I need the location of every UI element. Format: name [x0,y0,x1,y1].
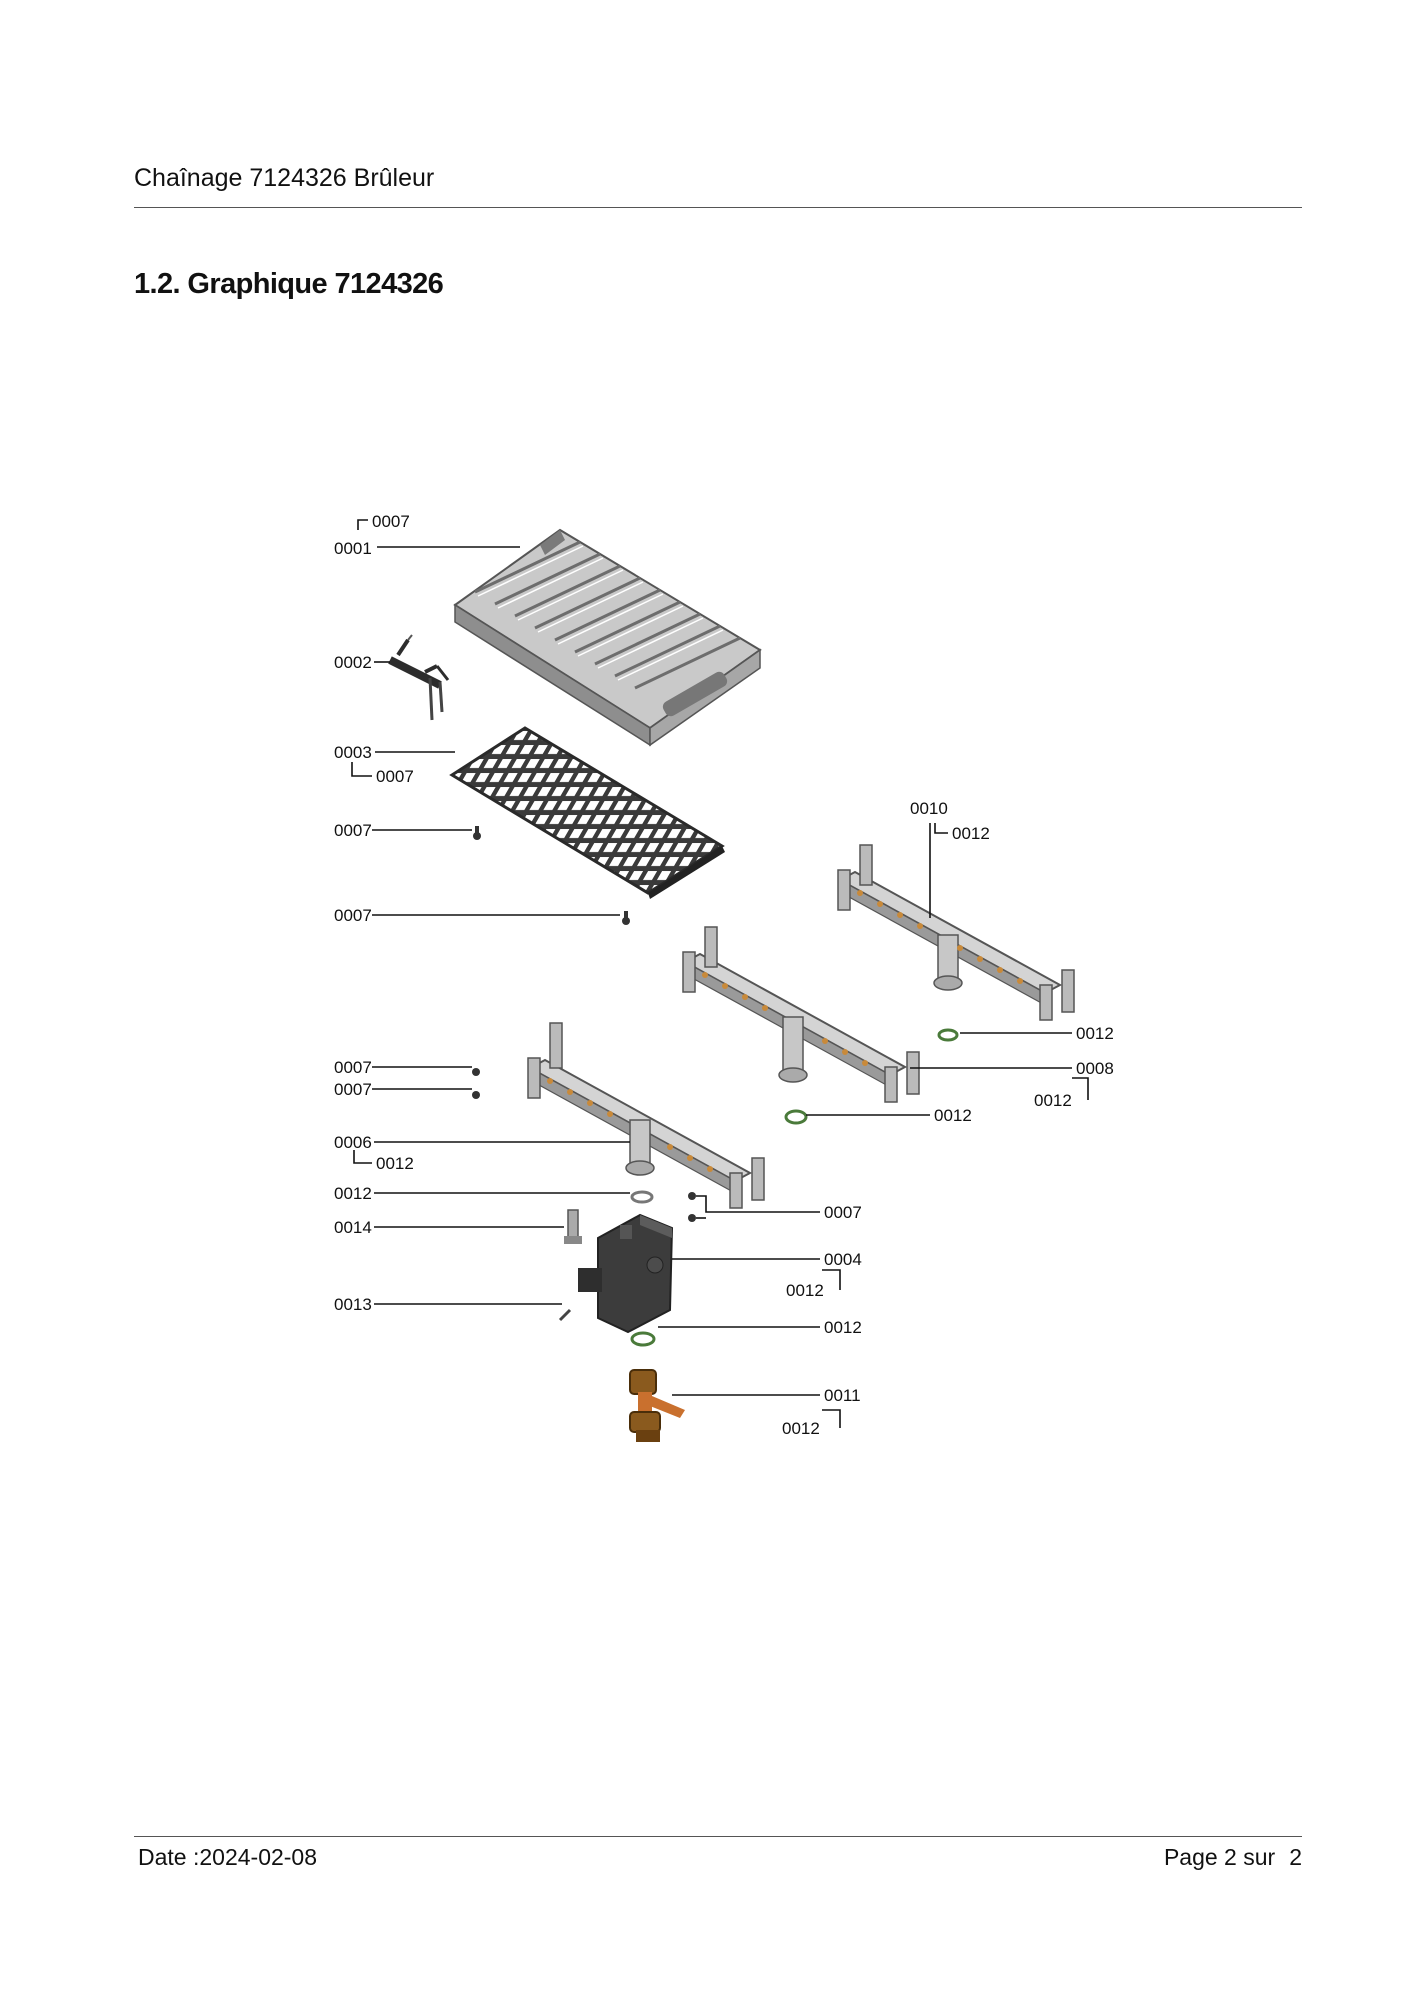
manifold-part-0006 [528,1023,764,1208]
callout-label: 0007 [376,767,414,786]
callout-label: 0012 [952,824,990,843]
burner-body-part [455,530,760,745]
callout-label: 0010 [910,799,948,818]
footer-date: Date :2024-02-08 [138,1844,318,1870]
callout-label: 0012 [786,1281,824,1300]
callout-label: 0007 [824,1203,862,1222]
pin-part-0013 [560,1310,570,1320]
section-title: 1.2. Graphique 7124326 [134,268,444,300]
footer-page-prefix: Page 2 sur [1163,1844,1276,1870]
callout-label: 0007 [372,512,410,531]
callout-label: 0007 [334,906,372,925]
manifold-part-0010 [838,845,1074,1020]
footer-page-total: 2 [1289,1844,1302,1870]
callout-label: 0012 [1076,1024,1114,1043]
callout-label: 0006 [334,1133,372,1152]
callout-label: 0003 [334,743,372,762]
callout-label: 0004 [824,1250,862,1269]
callout-label: 0012 [824,1318,862,1337]
callout-label: 0001 [334,539,372,558]
callout-label: 0014 [334,1218,372,1237]
electrode-part [390,635,448,720]
brass-connector-part [630,1370,685,1442]
callout-label: 0012 [1034,1091,1072,1110]
footer-page-number [1164,1844,1302,1871]
callout-label: 0007 [334,1080,372,1099]
callout-label: 0012 [334,1184,372,1203]
callout-label: 0002 [334,653,372,672]
grid-plate-part [452,728,725,899]
callout-label: 0008 [1076,1059,1114,1078]
callout-label: 0011 [824,1386,861,1405]
gas-valve-part [578,1215,672,1332]
callout-label: 0007 [334,1058,372,1077]
footer-divider [134,1836,1302,1837]
document-header-title: Chaînage 7124326 Brûleur [134,164,435,192]
callout-label: 0012 [782,1419,820,1438]
fitting-part-0014 [564,1210,582,1244]
callout-label: 0012 [376,1154,414,1173]
callout-label: 0012 [934,1106,972,1125]
callout-label: 0007 [334,821,372,840]
manifold-part-0008 [683,927,919,1102]
callout-label: 0013 [334,1295,372,1314]
